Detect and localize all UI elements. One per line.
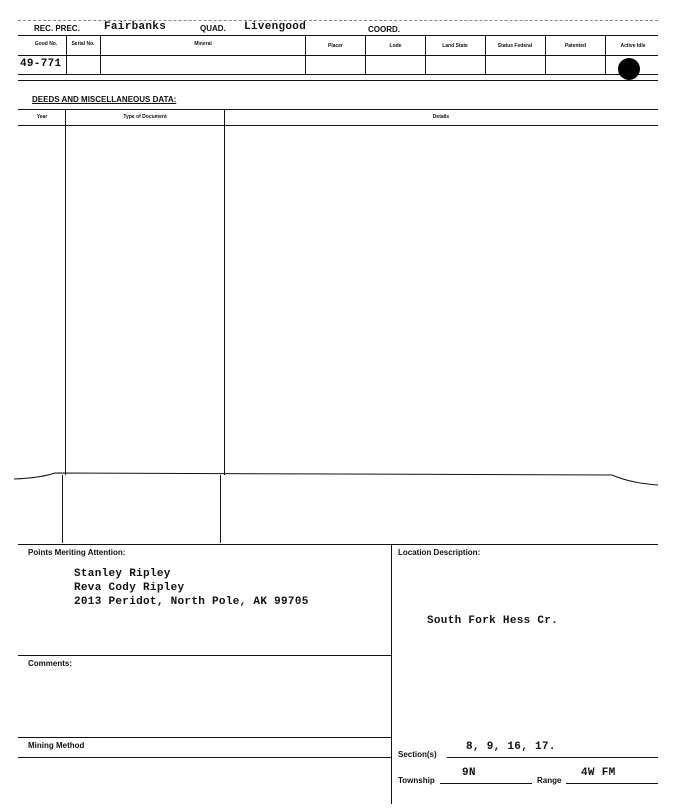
- claim-table-row-rule: [18, 74, 658, 75]
- deeds-top-rule: [18, 109, 658, 110]
- mining-bottom-rule: [18, 757, 391, 758]
- location-value: South Fork Hess Cr.: [427, 615, 559, 627]
- deeds-title: DEEDS AND MISCELLANEOUS DATA:: [32, 95, 177, 104]
- deeds-col-divider: [65, 109, 66, 475]
- sections-label: Section(s): [398, 750, 437, 759]
- col-serial-no: Serial No.: [71, 40, 95, 47]
- range-underline: [566, 783, 658, 784]
- header-top-rule: [18, 20, 658, 21]
- col-patented: Patented: [564, 42, 587, 49]
- comments-rule: [18, 655, 391, 656]
- rec-prec-value: Fairbanks: [104, 21, 167, 33]
- col-status-federal: Status Federal: [497, 42, 533, 49]
- col-document-type: Type of Document: [123, 113, 167, 120]
- quad-label: QUAD.: [200, 24, 226, 33]
- range-label: Range: [537, 776, 562, 785]
- rec-prec-label: REC. PREC.: [34, 24, 80, 33]
- mining-rule: [18, 737, 391, 738]
- coord-label: COORD.: [368, 25, 400, 34]
- sections-value: 8, 9, 16, 17.: [466, 741, 556, 753]
- mining-method-label: Mining Method: [28, 741, 85, 750]
- active-status-dot: [618, 58, 640, 80]
- deeds-header-rule: [18, 125, 658, 126]
- bottom-divider: [391, 544, 392, 804]
- points-line-3: 2013 Peridot, North Pole, AK 99705: [74, 596, 309, 608]
- points-label: Points Meriting Attention:: [28, 548, 126, 557]
- quad-value: Livengood: [244, 21, 307, 33]
- range-value: 4W FM: [581, 767, 616, 779]
- col-mineral: Mineral: [194, 40, 212, 47]
- township-value: 9N: [462, 767, 476, 779]
- claim-col-divider: [485, 36, 486, 74]
- township-underline: [440, 783, 532, 784]
- claim-table-header-rule: [18, 55, 658, 56]
- claim-col-divider: [605, 36, 606, 74]
- col-details: Details: [432, 113, 450, 120]
- points-line-2: Reva Cody Ripley: [74, 582, 185, 594]
- location-label: Location Description:: [398, 548, 481, 557]
- deeds-col-divider: [224, 109, 225, 475]
- col-good-no: Good No.: [34, 40, 58, 47]
- col-land-state: Land State: [442, 42, 468, 49]
- comments-label: Comments:: [28, 659, 73, 668]
- points-line-1: Stanley Ripley: [74, 568, 171, 580]
- claim-col-divider: [425, 36, 426, 74]
- col-active-idle: Active Idle: [620, 42, 646, 49]
- header-rule: [18, 35, 658, 36]
- township-label: Township: [398, 776, 435, 785]
- col-year: Year: [36, 113, 48, 120]
- bottom-top-rule: [18, 544, 658, 545]
- sections-underline: [447, 757, 658, 758]
- page-fold-line: [0, 460, 678, 500]
- col-placer: Placer: [327, 42, 343, 49]
- col-lode: Lode: [389, 42, 402, 49]
- good-no-value: 49-771: [20, 58, 62, 70]
- claim-table-bottom-rule: [18, 80, 658, 81]
